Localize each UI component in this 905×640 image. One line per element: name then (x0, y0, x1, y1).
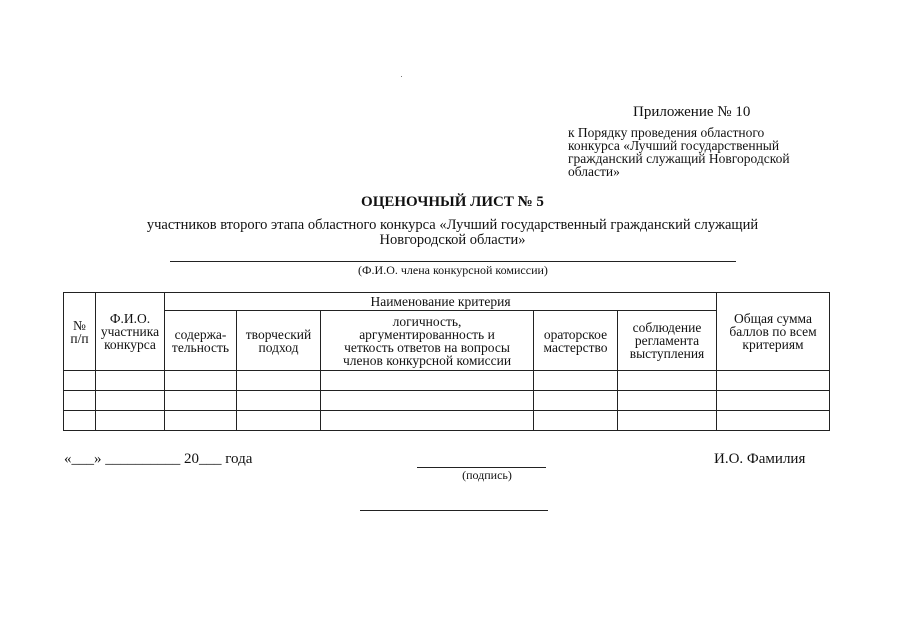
criterion-line: творческий (245, 326, 312, 342)
table-cell[interactable] (165, 371, 237, 391)
criterion-line: членов конкурсной комиссии (342, 352, 512, 368)
signatory-name: И.О. Фамилия (714, 451, 806, 467)
header-fio-line: Ф.И.О. (109, 311, 151, 326)
header-total-line: баллов по всем (729, 324, 817, 339)
table-cell[interactable] (64, 411, 96, 431)
criterion-line: тельность (171, 339, 230, 355)
table-row (64, 371, 830, 391)
criterion-line: мастерство (543, 339, 608, 355)
header-criterion-creative (237, 311, 321, 371)
table-cell[interactable] (64, 371, 96, 391)
table-cell[interactable] (321, 391, 534, 411)
table-cell[interactable] (321, 411, 534, 431)
table-cell[interactable] (534, 411, 618, 431)
appendix-title: Приложение № 10 (633, 104, 751, 120)
appendix-reference (568, 126, 818, 178)
header-total-score (717, 293, 830, 371)
signature-caption: (подпись) (462, 468, 512, 482)
appendix-ref-line: к Порядку проведения областного (568, 125, 765, 140)
table-cell[interactable] (321, 371, 534, 391)
header-criterion-logic (321, 311, 534, 371)
header-participant-fio (96, 293, 165, 371)
criterion-line: четкость ответов на вопросы (344, 339, 510, 355)
header-number-line: п/п (70, 330, 89, 346)
criterion-line: ораторское (543, 326, 608, 342)
scan-dot (401, 76, 402, 77)
table-row (64, 411, 830, 431)
table-cell[interactable] (165, 391, 237, 411)
document-subtitle (0, 218, 905, 248)
subtitle-line: участников второго этапа областного конкурса «Лучший государственный гражданский служащий (146, 217, 759, 233)
table-cell[interactable] (237, 371, 321, 391)
criterion-line: подход (258, 339, 299, 355)
table-cell[interactable] (618, 411, 717, 431)
criterion-line: аргументированность и (359, 326, 495, 342)
table-cell[interactable] (96, 411, 165, 431)
appendix-ref-line: гражданский служащий Новгородской (568, 151, 790, 166)
table-cell[interactable] (96, 371, 165, 391)
table-cell[interactable] (237, 391, 321, 411)
commission-member-fio-line (170, 261, 736, 262)
header-criterion-oratory (534, 311, 618, 371)
criterion-line: выступления (629, 346, 705, 361)
table-row (64, 391, 830, 411)
table-cell[interactable] (717, 391, 830, 411)
table-cell[interactable] (717, 411, 830, 431)
table-cell[interactable] (96, 391, 165, 411)
header-total-line: Общая сумма (734, 311, 812, 326)
table-cell[interactable] (64, 391, 96, 411)
header-criteria-group: Наименование критерия (165, 293, 717, 311)
header-fio-line: конкурса (104, 337, 156, 352)
table-cell[interactable] (717, 371, 830, 391)
header-number-line: № (73, 317, 86, 333)
table-cell[interactable] (237, 411, 321, 431)
header-total-line: критериям (742, 337, 804, 352)
appendix-ref-line: области» (568, 164, 620, 179)
header-criterion-regulation (618, 311, 717, 371)
table-cell[interactable] (618, 391, 717, 411)
header-criterion-content (165, 311, 237, 371)
table-cell[interactable] (534, 391, 618, 411)
table-cell[interactable] (618, 371, 717, 391)
table-cell[interactable] (534, 371, 618, 391)
blank-line (360, 510, 548, 511)
evaluation-table (63, 292, 830, 431)
header-fio-line: участника (100, 324, 160, 339)
subtitle-line: Новгородской области» (379, 232, 526, 248)
commission-member-fio-caption: (Ф.И.О. члена конкурсной комиссии) (358, 263, 548, 277)
appendix-ref-line: конкурса «Лучший государственный (568, 138, 780, 153)
signature-date: «___» __________ 20___ года (64, 451, 253, 467)
table-cell[interactable] (165, 411, 237, 431)
criterion-line: регламента (634, 333, 700, 348)
criterion-line: логичность, (392, 313, 462, 329)
criterion-line: содержа- (174, 326, 227, 342)
header-number (64, 293, 96, 371)
document-title: ОЦЕНОЧНЫЙ ЛИСТ № 5 (361, 194, 544, 210)
criterion-line: соблюдение (632, 320, 702, 335)
